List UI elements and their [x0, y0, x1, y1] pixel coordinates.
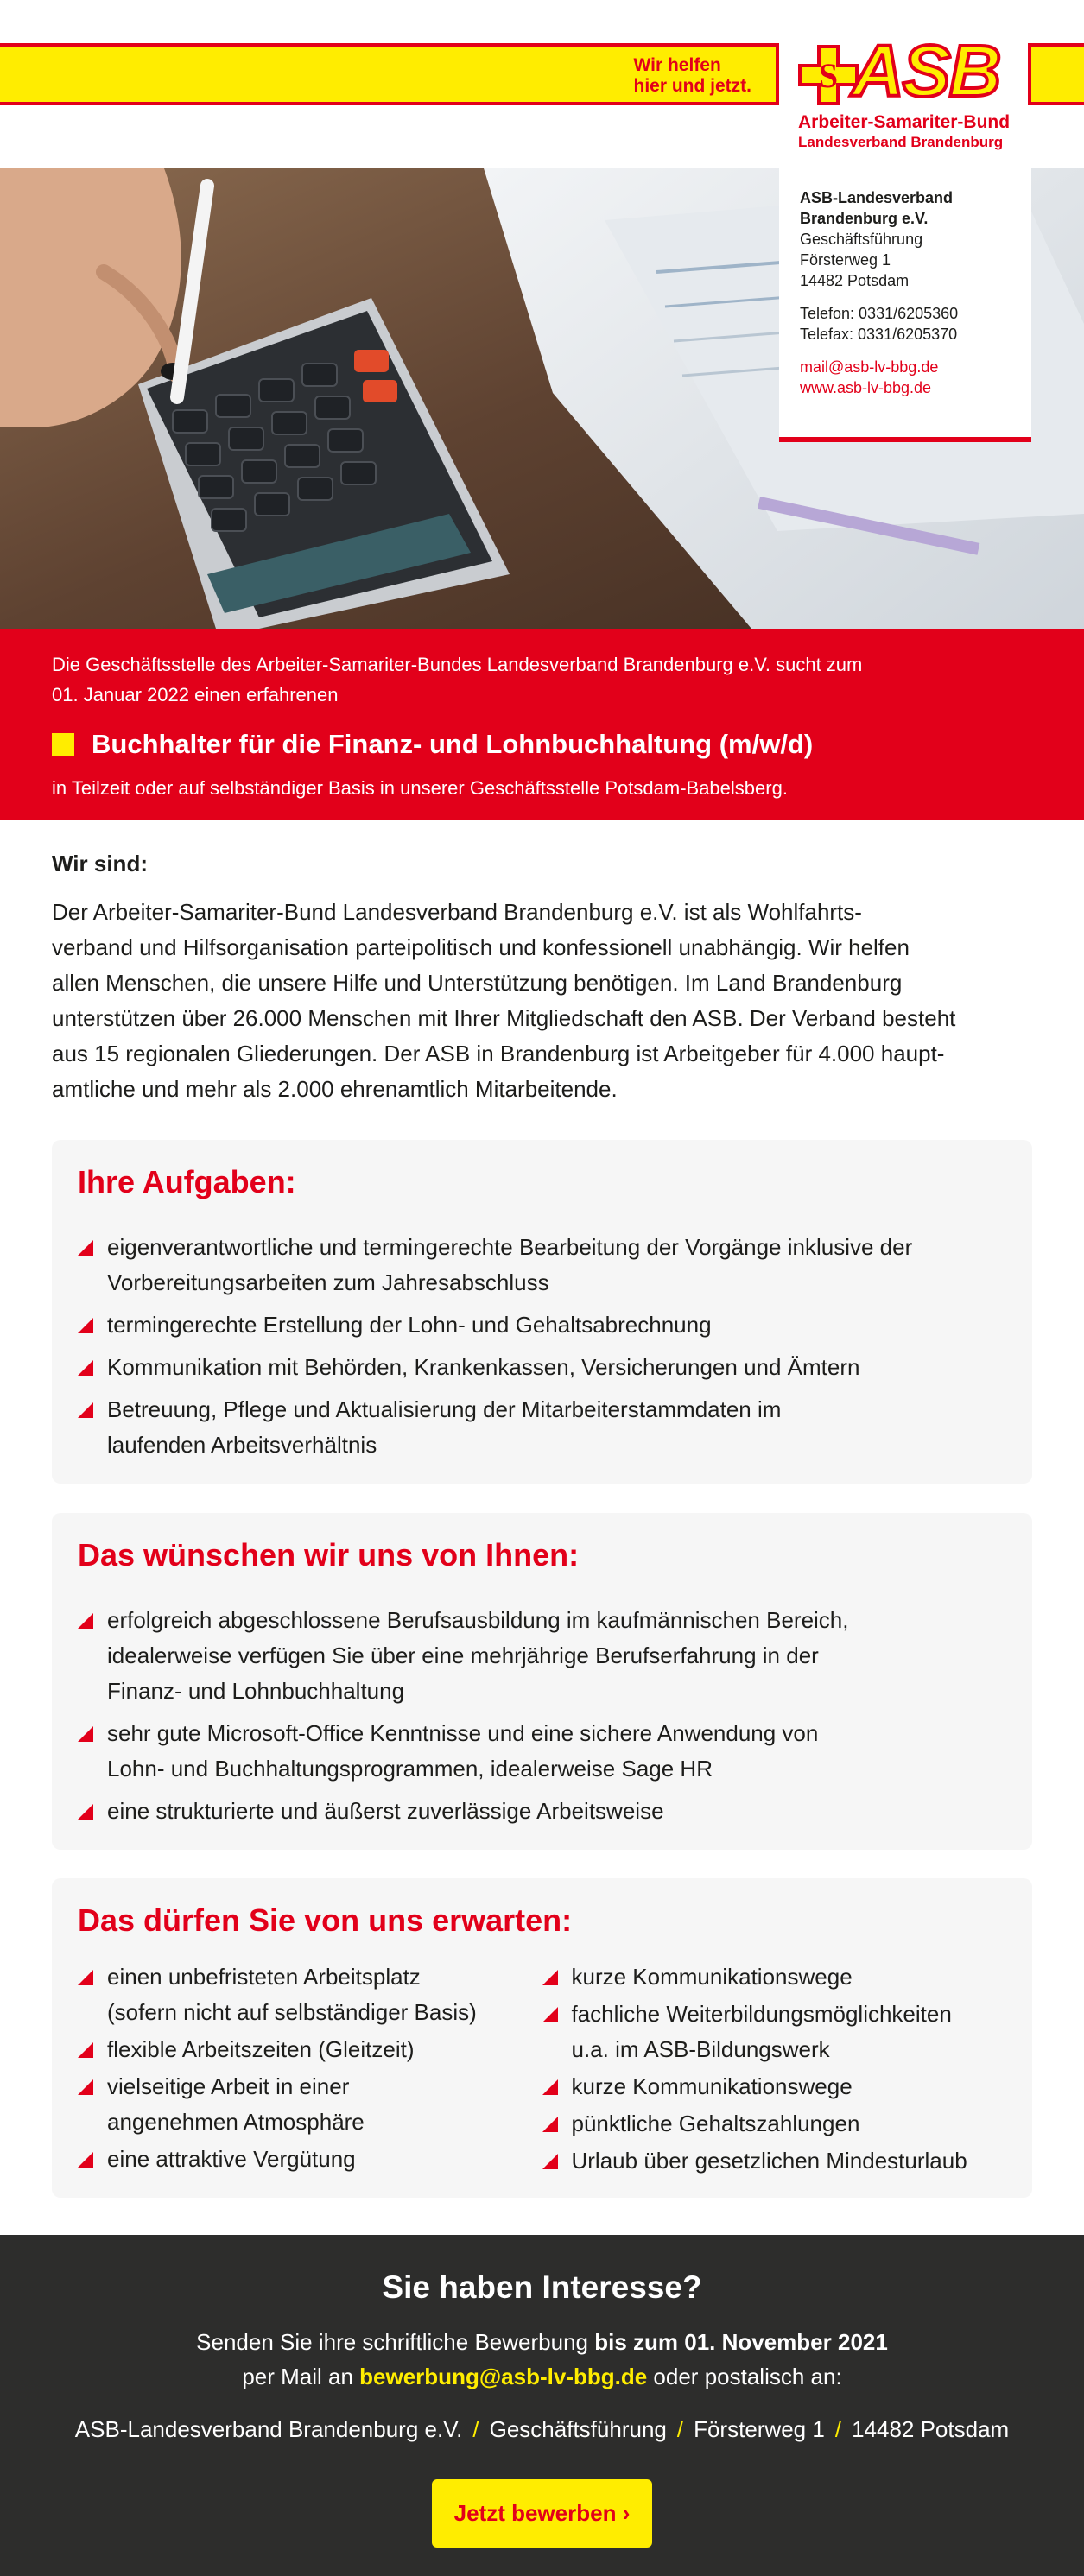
- wuensche-box: [52, 1513, 1032, 1850]
- list-item: eine attraktive Vergütung: [78, 2142, 542, 2177]
- logo-subtitle-1: Arbeiter-Samariter-Bund: [798, 112, 1011, 132]
- list-item: einen unbefristeten Arbeitsplatz (sofern nicht auf selbständiger Basis): [78, 1959, 542, 2030]
- triangle-bullet-icon: [78, 1402, 93, 1418]
- wir-sind-line: allen Menschen, die unsere Hilfe und Unterstützung benötigen. Im Land Brandenburg: [52, 970, 903, 996]
- intro-subline: in Teilzeit oder auf selbständiger Basis in unserer Geschäftsstelle Potsdam-Babelsberg.: [52, 777, 788, 799]
- contact-org-line-1: ASB-Landesverband: [800, 189, 954, 206]
- aufgaben-box: [52, 1140, 1032, 1484]
- wir-sind-section: [52, 851, 1036, 1107]
- intro-line-2: 01. Januar 2022 einen erfahrenen: [52, 684, 339, 706]
- job-title-row: [52, 729, 1032, 760]
- intro-text: [52, 649, 985, 710]
- triangle-bullet-icon: [542, 2117, 558, 2132]
- slogan-line-1: Wir helfen: [633, 55, 721, 75]
- wir-sind-line: verband und Hilfsorganisation parteipolitisch und konfessionell unabhängig. Wir helfen: [52, 934, 910, 960]
- wir-sind-line: aus 15 regionalen Gliederungen. Der ASB in Brandenburg ist Arbeitgeber für 4.000 haupt-: [52, 1041, 945, 1066]
- list-item: sehr gute Microsoft-Office Kenntnisse und eine sichere Anwendung von Lohn- und Buchhaltungsprogrammen, idealerweise Sage HR: [78, 1716, 1006, 1787]
- erwarten-right-column: [542, 1959, 1007, 2180]
- aufgaben-list: [78, 1230, 1006, 1463]
- slogan: [634, 55, 752, 97]
- list-item: pünktliche Gehaltszahlungen: [542, 2106, 1007, 2142]
- list-item: vielseitige Arbeit in einer angenehmen Atmosphäre: [78, 2069, 542, 2140]
- triangle-bullet-icon: [78, 2042, 93, 2058]
- footer-line-2: per Mail an bewerbung@asb-lv-bbg.de oder postalisch an:: [242, 2364, 842, 2389]
- footer-title: Sie haben Interesse?: [382, 2269, 702, 2305]
- wir-sind-line: unterstützen über 26.000 Menschen mit Ihrer Mitgliedschaft den ASB. Der Verband besteht: [52, 1005, 956, 1031]
- contact-fax: Telefax: 0331/6205370: [800, 326, 958, 343]
- triangle-bullet-icon: [78, 2152, 93, 2168]
- intro-banner: [0, 629, 1084, 820]
- svg-text:S: S: [818, 56, 839, 95]
- contact-email-link[interactable]: mail@asb-lv-bbg.de: [800, 358, 939, 376]
- erwarten-left-column: [78, 1959, 542, 2180]
- triangle-bullet-icon: [78, 1804, 93, 1820]
- triangle-bullet-icon: [542, 2154, 558, 2169]
- application-email-link[interactable]: bewerbung@asb-lv-bbg.de: [359, 2364, 648, 2389]
- contact-department: Geschäftsführung: [800, 231, 923, 248]
- triangle-bullet-icon: [78, 1240, 93, 1256]
- chevron-right-icon: ›: [622, 2500, 631, 2526]
- footer-line-1: Senden Sie ihre schriftliche Bewerbung bis zum 01. November 2021: [196, 2329, 888, 2355]
- header: [0, 0, 1084, 168]
- list-item: kurze Kommunikationswege: [542, 1959, 1007, 1995]
- triangle-bullet-icon: [78, 1318, 93, 1333]
- contact-web-link[interactable]: www.asb-lv-bbg.de: [800, 379, 932, 396]
- contact-phone: Telefon: 0331/6205360: [800, 305, 959, 322]
- footer-address: ASB-Landesverband Brandenburg e.V. / Geschäftsführung / Försterweg 1 / 14482 Potsdam: [74, 2416, 1010, 2442]
- asb-logo: [798, 30, 1014, 111]
- list-item: fachliche Weiterbildungsmöglichkeiten u.a. im ASB-Bildungswerk: [542, 1997, 1007, 2067]
- aufgaben-title: Ihre Aufgaben:: [78, 1164, 296, 1199]
- erwarten-columns: [78, 1959, 1006, 2180]
- triangle-bullet-icon: [78, 2079, 93, 2095]
- contact-card: [779, 168, 1031, 442]
- erwarten-box: [52, 1878, 1032, 2198]
- list-item: flexible Arbeitszeiten (Gleitzeit): [78, 2032, 542, 2067]
- job-title: Buchhalter für die Finanz- und Lohnbuchhaltung (m/w/d): [92, 729, 814, 759]
- wir-sind-line: amtliche und mehr als 2.000 ehrenamtlich Mitarbeitende.: [52, 1076, 618, 1102]
- triangle-bullet-icon: [78, 1613, 93, 1629]
- list-item: Betreuung, Pflege und Aktualisierung der Mitarbeiterstammdaten im laufenden Arbeitsverhältnis: [78, 1392, 1006, 1463]
- triangle-bullet-icon: [542, 2079, 558, 2095]
- footer: [0, 2235, 1084, 2576]
- header-yellow-band-right: [1028, 43, 1084, 105]
- list-item: erfolgreich abgeschlossene Berufsausbildung im kaufmännischen Bereich, idealerweise verfügen Sie über eine mehrjährige Berufserfahrung in der Finanz- und Lohnbuchhaltung: [78, 1603, 1006, 1709]
- list-item: eine strukturierte und äußerst zuverlässige Arbeitsweise: [78, 1794, 1006, 1829]
- logo-wordmark: ASB: [852, 30, 1000, 111]
- triangle-bullet-icon: [78, 1726, 93, 1742]
- triangle-bullet-icon: [542, 2007, 558, 2022]
- triangle-bullet-icon: [78, 1970, 93, 1985]
- wir-sind-heading: Wir sind:: [52, 851, 148, 877]
- triangle-bullet-icon: [542, 1970, 558, 1985]
- slogan-line-2: hier und jetzt.: [633, 76, 751, 96]
- samaritan-cross-icon: [798, 45, 859, 105]
- wir-sind-text: [52, 895, 1036, 1107]
- contact-org-line-2: Brandenburg e.V.: [800, 210, 929, 227]
- list-item: eigenverantwortliche und termingerechte Bearbeitung der Vorgänge inklusive der Vorbereitungsarbeiten zum Jahresabschluss: [78, 1230, 1006, 1301]
- list-item: Kommunikation mit Behörden, Krankenkassen, Versicherungen und Ämtern: [78, 1350, 1006, 1385]
- erwarten-title: Das dürfen Sie von uns erwarten:: [78, 1902, 573, 1938]
- deadline: bis zum 01. November 2021: [594, 2329, 888, 2355]
- wuensche-title: Das wünschen wir uns von Ihnen:: [78, 1537, 580, 1573]
- wuensche-list: [78, 1603, 1006, 1829]
- wir-sind-line: Der Arbeiter-Samariter-Bund Landesverband Brandenburg e.V. ist als Wohlfahrts-: [52, 899, 862, 925]
- contact-city: 14482 Potsdam: [800, 272, 910, 289]
- intro-line-1: Die Geschäftsstelle des Arbeiter-Samariter-Bundes Landesverband Brandenburg e.V. sucht zum: [52, 654, 863, 675]
- triangle-bullet-icon: [78, 1360, 93, 1376]
- list-item: Urlaub über gesetzlichen Mindesturlaub: [542, 2143, 1007, 2179]
- apply-button[interactable]: Jetzt bewerben ›: [432, 2479, 653, 2548]
- logo-subtitle-2: Landesverband Brandenburg: [798, 134, 1004, 150]
- list-item: kurze Kommunikationswege: [542, 2069, 1007, 2104]
- list-item: termingerechte Erstellung der Lohn- und Gehaltsabrechnung: [78, 1307, 1006, 1343]
- yellow-square-icon: [52, 733, 74, 756]
- contact-street: Försterweg 1: [800, 251, 891, 269]
- header-yellow-band: [0, 43, 779, 105]
